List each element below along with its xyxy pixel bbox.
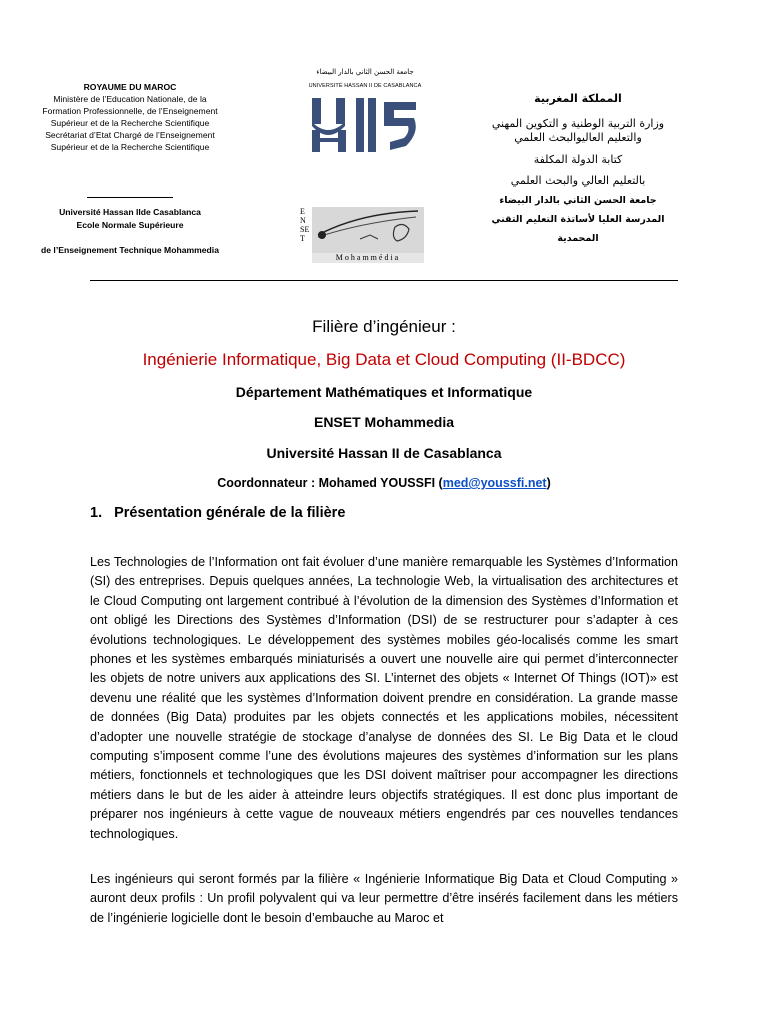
enset-logo-vertical-text: ENSET (300, 207, 310, 243)
logo-arabic-name: جامعة الحسن الثاني بالدار البيضاء (316, 68, 414, 76)
university-title: Université Hassan II de Casablanca (266, 445, 502, 461)
header-left-divider (87, 197, 173, 198)
enset-logo-bottom-text: Mohammédia (335, 253, 401, 262)
arabic-ministry-line: والتعليم العاليوالبحث العلمي (514, 131, 642, 144)
section-heading (90, 505, 345, 521)
header-university: Université Hassan IIde Casablanca (59, 207, 201, 217)
kingdom-label: ROYAUME DU MAROC (83, 82, 177, 92)
enset-logo (300, 207, 424, 263)
header-divider (90, 280, 678, 281)
coordinator-line (0, 476, 768, 490)
arabic-ministry-line: وزارة التربية الوطنية و التكوين المهني (491, 117, 665, 130)
body-paragraph: Les Technologies de l’Information ont fait évoluer d’une manière remarquable les Systèmes d’Information (SI) des entreprises. Depuis quelques années, La technologie Web, la virtualisation des architectures et le Cloud Computing ont largement contribué à l’évolution de la dimension des Systèmes d’Information et ont obligé les Directions des Systèmes d’Information (DSI) de se restructurer pour s’adapter à ces évolutions technologiques. Le développement des systèmes mobiles géo-localisés comme les smart phones et les systèmes embarqués miniaturisés a ouvert une nouvelle aire qui permet d’interconnecter les objets de notre univers aux applications des SI. L’internet des objets « Internet Of Things (IOT)» est devenu une réalité que les systèmes d’Information doivent prendre en considération. La grande masse de données (Big Data) produites par les objets connectés et les applications mobiles, nécessitent d’adopter une nouvelle stratégie de stockage d’analyse de données des SI. Le Big Data et le cloud computing s’imposent comme l’une des évolutions majeures des systèmes d’information sur les plans métiers, fonctionnels et technologiques que les DSI doivent maîtriser pour accompagner les directions métiers dans le but de les aider à atteindre leurs objectifs stratégiques. Il est donc plus important de préparer nos ingénieurs à cette vague de nouveaux métiers engendrés par ces nouvelles tendances technologiques. (90, 555, 678, 841)
coordinator-email-link[interactable]: med@youssfi.net (442, 476, 547, 490)
department-title: Département Mathématiques et Informatique (235, 384, 533, 400)
program-title: Ingénierie Informatique, Big Data et Cloud Computing (II-BDCC) (142, 350, 626, 369)
university-logo-mark (306, 92, 424, 156)
logo-latin-name: UNIVERSITÉ HASSAN II DE CASABLANCA (308, 83, 422, 89)
ministry-line: Ministère de l’Education Nationale, de la (53, 94, 207, 104)
coordinator-prefix: Coordonnateur : Mohamed YOUSSFI ( (217, 476, 443, 490)
header-school-line2: de l’Enseignement Technique Mohammedia (41, 245, 219, 255)
filiere-title: Filière d’ingénieur : (312, 317, 456, 336)
ministry-line: Supérieur et de la Recherche Scientifique (50, 142, 210, 152)
header-school: Ecole Normale Supérieure (76, 220, 184, 230)
body-paragraph: Les ingénieurs qui seront formés par la filière « Ingénierie Informatique Big Data et Cloud Computing » auront deux profils : Un profil polyvalent qui va leur permettre d’être insérés facilement dans les métiers de l’ingénierie logicielle dont le besoin d’embauche au Maroc et (90, 872, 678, 925)
arabic-city: المحمدية (557, 233, 599, 244)
arabic-university: جامعة الحسن الثاني بالدار البيضاء (499, 195, 657, 206)
university-logo (306, 68, 424, 156)
arabic-school: المدرسة العليا لأساتذة التعليم التقني (491, 214, 665, 225)
ministry-line: Supérieur et de la Recherche Scientifique (50, 118, 210, 128)
header-right-block (468, 92, 688, 244)
arabic-secretariat-line: بالتعليم العالي والبحث العلمي (510, 174, 646, 187)
ministry-line: Secrétariat d’Etat Chargé de l’Enseignement (45, 130, 215, 140)
section-number: 1. (90, 505, 103, 521)
header-left-block (30, 81, 230, 256)
coordinator-suffix: ) (546, 476, 551, 490)
arabic-kingdom: المملكة المغربية (534, 92, 622, 105)
school-title: ENSET Mohammedia (313, 414, 455, 430)
ministry-line: Formation Professionnelle, de l’Enseignement (42, 106, 218, 116)
section-title: Présentation générale de la filière (114, 505, 346, 521)
arabic-secretariat-line: كتابة الدولة المكلفة (533, 153, 623, 166)
